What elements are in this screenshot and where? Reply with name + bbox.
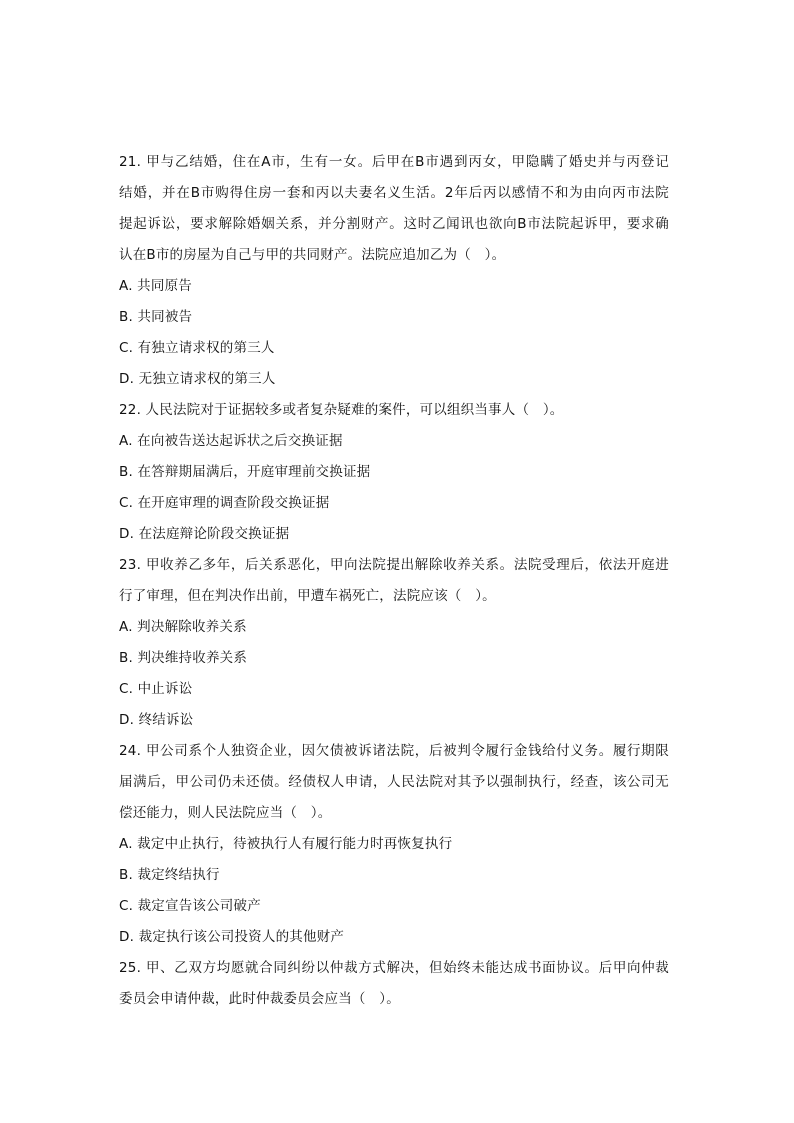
answer-option: A. 裁定中止执行，待被执行人有履行能力时再恢复执行 [119, 836, 453, 852]
answer-option: B. 共同被告 [119, 309, 193, 325]
question-stem-line: 行了审理，但在判决作出前，甲遭车祸死亡，法院应该（ ）。 [119, 588, 496, 604]
answer-option: D. 终结诉讼 [119, 712, 194, 728]
question-list [119, 147, 669, 1015]
answer-option: D. 在法庭辩论阶段交换证据 [119, 526, 290, 542]
question-stem-line: 结婚，并在B市购得住房一套和丙以夫妻名义生活。2年后丙以感情不和为由向丙市法院 [119, 185, 669, 201]
answer-option: C. 有独立请求权的第三人 [119, 340, 275, 356]
question-block [119, 147, 669, 395]
answer-option: C. 裁定宣告该公司破产 [119, 898, 261, 914]
question-block [119, 395, 669, 550]
answer-option: B. 在答辩期届满后，开庭审理前交换证据 [119, 464, 371, 480]
question-stem-line: 认在B市的房屋为自己与甲的共同财产。法院应追加乙为（ ）。 [119, 247, 506, 263]
answer-option: A. 判决解除收养关系 [119, 619, 247, 635]
answer-option: A. 在向被告送达起诉状之后交换证据 [119, 433, 343, 449]
question-block [119, 953, 669, 1015]
question-block [119, 550, 669, 736]
question-block [119, 736, 669, 953]
question-stem-line: 偿还能力，则人民法院应当（ ）。 [119, 805, 332, 821]
answer-option: C. 在开庭审理的调查阶段交换证据 [119, 495, 330, 511]
answer-option: D. 裁定执行该公司投资人的其他财产 [119, 929, 345, 945]
question-stem-line: 21. 甲与乙结婚，住在A市，生有一女。后甲在B市遇到丙女，甲隐瞒了婚史并与丙登记 [119, 154, 669, 170]
question-stem-line: 届满后，甲公司仍未还债。经债权人申请，人民法院对其予以强制执行，经查，该公司无 [119, 774, 669, 790]
question-stem-line: 23. 甲收养乙多年，后关系恶化，甲向法院提出解除收养关系。法院受理后，依法开庭进 [119, 557, 669, 573]
answer-option: D. 无独立请求权的第三人 [119, 371, 276, 387]
answer-option: B. 判决维持收养关系 [119, 650, 248, 666]
question-stem-line: 提起诉讼，要求解除婚姻关系，并分割财产。这时乙闻讯也欲向B市法院起诉甲，要求确 [119, 216, 669, 232]
answer-option: A. 共同原告 [119, 278, 192, 294]
question-stem-line: 25. 甲、乙双方均愿就合同纠纷以仲裁方式解决，但始终未能达成书面协议。后甲向仲裁 [119, 960, 669, 976]
answer-option: C. 中止诉讼 [119, 681, 193, 697]
answer-option: B. 裁定终结执行 [119, 867, 220, 883]
question-stem-line: 22. 人民法院对于证据较多或者复杂疑难的案件，可以组织当事人（ ）。 [119, 402, 564, 418]
question-stem-line: 委员会申请仲裁，此时仲裁委员会应当（ ）。 [119, 991, 400, 1007]
question-stem-line: 24. 甲公司系个人独资企业，因欠债被诉诸法院，后被判令履行金钱给付义务。履行期限 [119, 743, 669, 759]
